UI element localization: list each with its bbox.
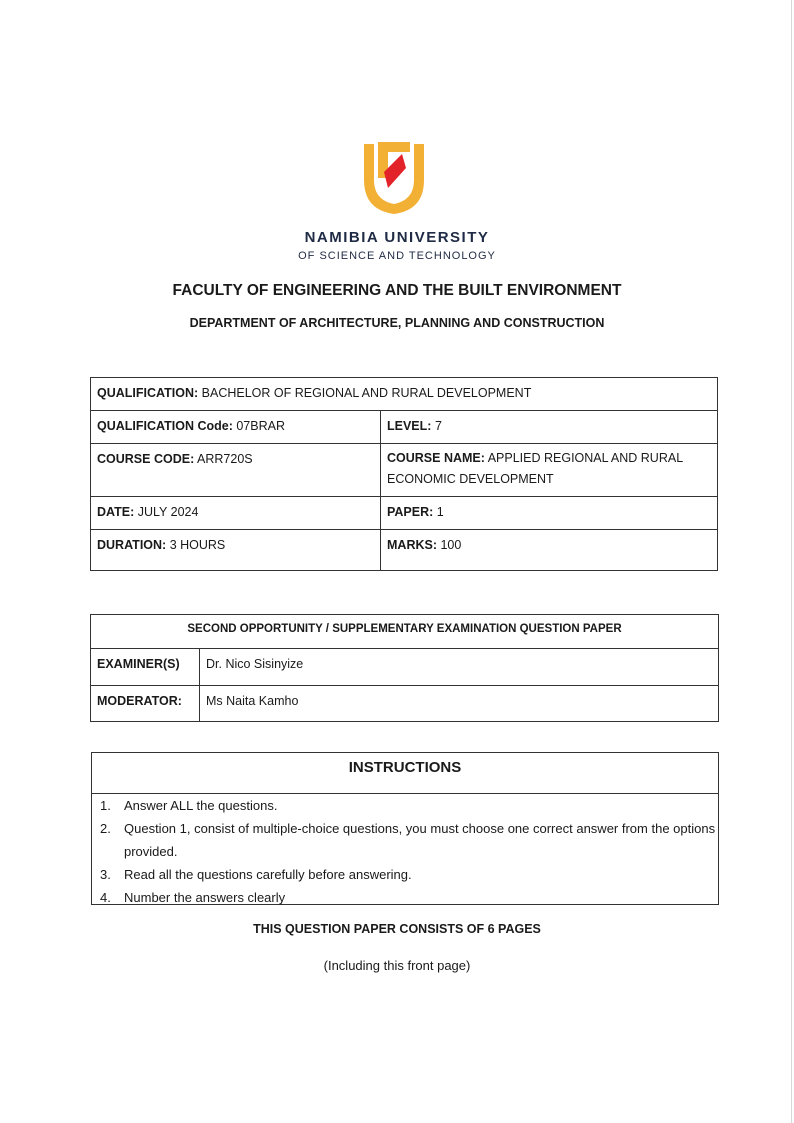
university-logo-icon [358,138,430,218]
paper-label: PAPER: [387,505,434,519]
examination-table [90,614,719,722]
instruction-text: Answer ALL the questions. [124,798,278,813]
course-name-value: APPLIED REGIONAL AND RURAL ECONOMIC DEVELOPMENT [387,451,683,486]
table-row [91,444,718,497]
examiner-label: EXAMINER(S) [91,649,200,686]
department-title: DEPARTMENT OF ARCHITECTURE, PLANNING AND CONSTRUCTION [189,316,605,330]
level-value: 7 [434,419,442,433]
duration-cell [91,530,381,571]
paper-cell [381,497,718,530]
university-subtitle: OF SCIENCE AND TECHNOLOGY [298,250,496,262]
instruction-number: 4. [100,890,111,905]
qualification-code-cell [91,411,381,444]
level-cell [381,411,718,444]
paper-value: 1 [436,505,444,519]
instruction-number: 2. [100,821,111,836]
instructions-box [91,752,719,905]
duration-label: DURATION: [97,538,167,552]
table-row [91,530,718,571]
page-edge [791,0,792,1123]
course-info-table [90,377,718,571]
table-row [91,378,718,411]
list-item [100,817,718,863]
course-code-label: COURSE CODE: [97,452,195,466]
table-row [91,411,718,444]
date-label: DATE: [97,505,135,519]
qualification-code-label: QUALIFICATION Code: [97,419,233,433]
date-cell [91,497,381,530]
qualification-label: QUALIFICATION: [97,386,199,400]
front-page-note: (Including this front page) [323,958,471,973]
marks-cell [381,530,718,571]
course-code-cell [91,444,381,497]
exam-title: SECOND OPPORTUNITY / SUPPLEMENTARY EXAMINATION QUESTION PAPER [91,615,719,649]
qualification-cell [91,378,718,411]
table-row [91,497,718,530]
table-row [91,686,719,722]
university-name: NAMIBIA UNIVERSITY [304,229,490,246]
date-value: JULY 2024 [137,505,199,519]
level-label: LEVEL: [387,419,432,433]
instructions-title: INSTRUCTIONS [92,753,718,794]
course-code-value: ARR720S [197,452,253,466]
faculty-title: FACULTY OF ENGINEERING AND THE BUILT ENVIRONMENT [172,282,622,299]
instruction-number: 3. [100,867,111,882]
instructions-list [92,794,718,909]
instruction-text: Read all the questions carefully before answering. [124,867,412,882]
course-name-label: COURSE NAME: [387,451,485,465]
course-name-cell [381,444,718,497]
qualification-code-value: 07BRAR [236,419,285,433]
qualification-value: BACHELOR OF REGIONAL AND RURAL DEVELOPMENT [201,386,532,400]
list-item [100,863,718,886]
list-item [100,794,718,817]
page-count-note: THIS QUESTION PAPER CONSISTS OF 6 PAGES [253,922,541,936]
instruction-text: Number the answers clearly [124,890,286,905]
moderator-label: MODERATOR: [91,686,200,722]
marks-value: 100 [440,538,462,552]
table-row [91,649,719,686]
instruction-number: 1. [100,798,111,813]
examiner-value: Dr. Nico Sisinyize [200,649,719,686]
instruction-text: Question 1, consist of multiple-choice questions, you must choose one correct answer from the options provided. [124,821,716,859]
table-row [91,615,719,649]
list-item [100,886,718,909]
moderator-value: Ms Naita Kamho [200,686,719,722]
duration-value: 3 HOURS [169,538,226,552]
marks-label: MARKS: [387,538,437,552]
